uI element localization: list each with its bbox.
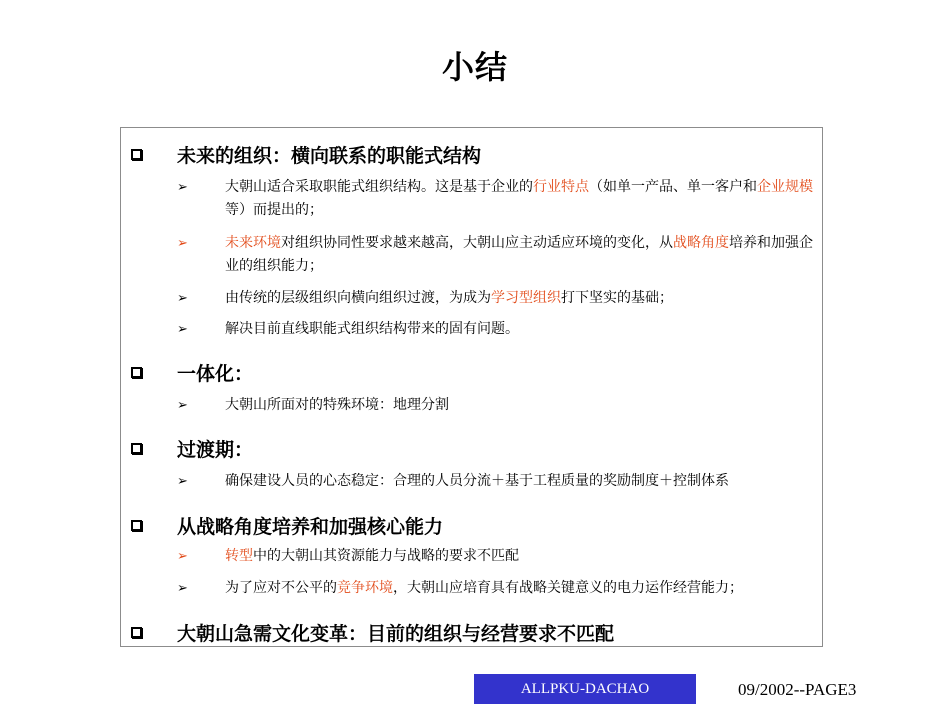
- list-item-text: 未来环境对组织协同性要求越来越高，大朝山应主动适应环境的变化，从战略角度培养和加强企业的组织能力；: [225, 235, 813, 274]
- list-item-text: 由传统的层级组织向横向组织过渡，为成为学习型组织打下坚实的基础；: [225, 290, 673, 306]
- list-item: [177, 176, 817, 222]
- checkbox-bullet-icon: [131, 443, 142, 454]
- list-item: [177, 394, 817, 417]
- section-heading: [131, 141, 481, 168]
- list-item: [177, 470, 817, 493]
- checkbox-bullet-icon: [131, 520, 142, 531]
- list-item-text: 解决目前直线职能式组织结构带来的固有问题。: [225, 321, 519, 337]
- page-title: 小结: [441, 48, 508, 86]
- summary-panel: [120, 127, 823, 647]
- arrow-bullet-icon: ➢: [177, 398, 188, 413]
- checkbox-bullet-icon: [131, 367, 142, 378]
- arrow-bullet-icon: ➢: [177, 291, 188, 306]
- list-item: [177, 232, 817, 278]
- arrow-bullet-icon: ➢: [177, 581, 188, 596]
- arrow-bullet-icon: ➢: [177, 180, 188, 195]
- list-item: [177, 545, 817, 568]
- arrow-bullet-icon: ➢: [177, 474, 188, 489]
- list-item: [177, 287, 817, 310]
- list-item: [177, 577, 817, 600]
- section-heading-text: 大朝山急需文化变革：目前的组织与经营要求不匹配: [177, 623, 615, 645]
- arrow-bullet-icon: ➢: [177, 322, 188, 337]
- list-item-text: 为了应对不公平的竞争环境，大朝山应培育具有战略关键意义的电力运作经营能力；: [225, 580, 743, 596]
- list-item-text: 大朝山适合采取职能式组织结构。这是基于企业的行业特点（如单一产品、单一客户和企业规模等）而提出的；: [225, 179, 813, 218]
- arrow-bullet-icon: ➢: [177, 236, 188, 251]
- section-heading-text: 未来的组织：横向联系的职能式结构: [177, 145, 482, 167]
- section-heading: [131, 619, 614, 646]
- list-item-text: 转型中的大朝山其资源能力与战略的要求不匹配: [225, 548, 519, 564]
- checkbox-bullet-icon: [131, 149, 142, 160]
- section-heading-text: 从战略角度培养和加强核心能力: [177, 516, 444, 538]
- list-item-text: 确保建设人员的心态稳定：合理的人员分流＋基于工程质量的奖励制度＋控制体系: [225, 473, 729, 489]
- arrow-bullet-icon: ➢: [177, 549, 188, 564]
- company-badge: ALLPKU-DACHAO: [474, 674, 696, 704]
- section-heading-text: 一体化：: [177, 363, 254, 385]
- section-heading-text: 过渡期：: [177, 439, 254, 461]
- list-item-text: 大朝山所面对的特殊环境：地理分割: [225, 397, 449, 413]
- section-heading: [131, 435, 253, 462]
- section-heading: [131, 512, 443, 539]
- page-number: 09/2002--PAGE3: [738, 680, 857, 699]
- list-item: [177, 318, 817, 341]
- checkbox-bullet-icon: [131, 627, 142, 638]
- section-heading: [131, 359, 253, 386]
